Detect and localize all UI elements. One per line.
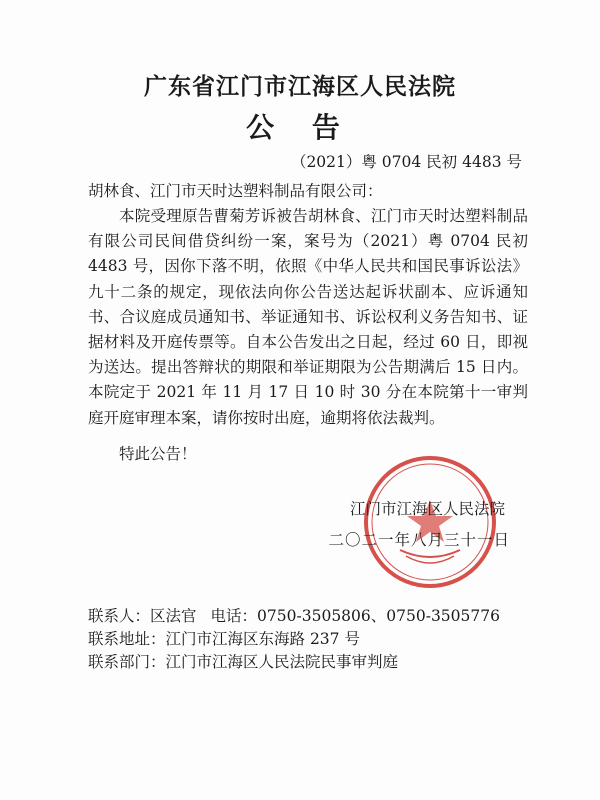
contact-address: 江门市江海区东海路 237 号	[165, 630, 360, 648]
signature-date: 二〇二一年八月三十一日	[328, 531, 510, 549]
contact-phone: 0750-3505806、0750-3505776	[257, 607, 500, 625]
addressee: 胡林食、江门市天时达塑料制品有限公司：	[88, 182, 383, 200]
contact-person: 区法官	[150, 607, 197, 625]
contact-dept-line	[88, 650, 398, 672]
contact-address-label: 联系地址：	[88, 630, 166, 648]
contact-dept-label: 联系部门：	[88, 653, 166, 671]
contact-person-line	[88, 604, 500, 626]
court-name-heading: 广东省江门市江海区人民法院	[144, 74, 456, 100]
closing-line: 特此公告！	[119, 445, 197, 463]
case-number: （2021）粤 0704 民初 4483 号	[290, 153, 522, 171]
contact-person-label: 联系人：	[88, 607, 151, 625]
contact-address-line	[88, 627, 360, 649]
notice-title: 公 告	[246, 111, 354, 144]
contact-dept: 江门市江海区人民法院民事审判庭	[165, 653, 399, 671]
court-seal-icon	[360, 452, 500, 592]
contact-phone-label: 电话：	[210, 607, 258, 625]
signature-court: 江门市江海区人民法院	[349, 500, 505, 518]
notice-body: 本院受理原告曹菊芳诉被告胡林食、江门市天时达塑料制品有限公司民间借贷纠纷一案，案号为（2021）粤 0704 民初 4483 号，因你下落不明，依照《中华人民共和国民事诉讼法》九十二条的规定，现依法向你公告送达起诉状副本、应诉通知书、合议庭成员通知书、举证通知书、诉讼权利义务告知书、证据材料及开庭传票等。自本公告发出之日起，经过 60 日，即视为送达。提出答辩状的期限和举证期限为公告期满后 15 日内。本院定于 2021 年 11 月 17 日 10 时 30 分在本院第十一审判庭开庭审理本案，请你按时出庭，逾期将依法裁判。	[88, 207, 528, 427]
